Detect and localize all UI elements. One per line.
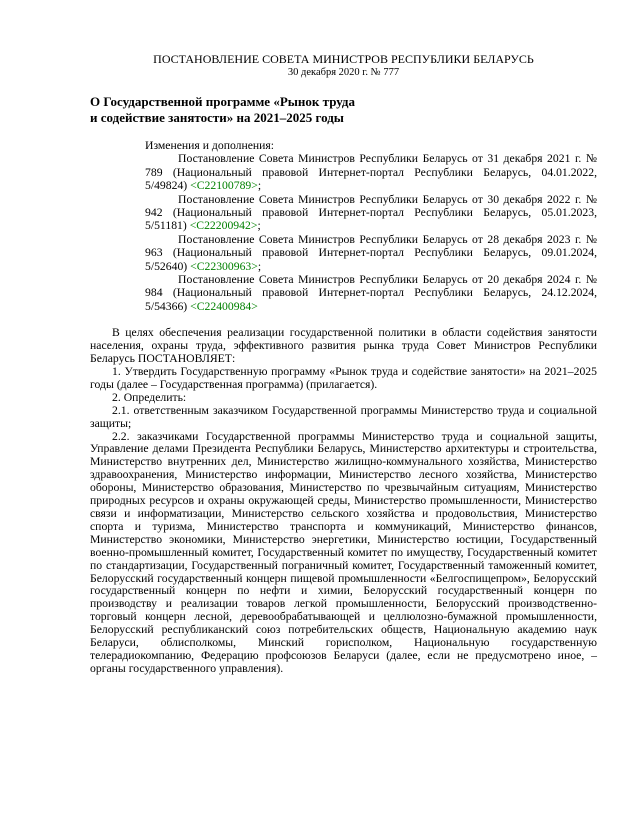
- amendment-registry-code-link[interactable]: <C22400984>: [190, 299, 258, 313]
- amendment-item-2: [145, 193, 597, 233]
- amendment-item-1: [145, 152, 597, 192]
- amendment-text: Постановление Совета Министров Республики Беларусь от 30 декабря 2022 г. № 942 (Национальный правовой Интернет-портал Республики Беларусь, 05.01.2023, 5/51181): [145, 192, 597, 233]
- point-2-2-paragraph: 2.2. заказчиками Государственной программы Министерство труда и социальной защиты, Управление делами Президента Республики Беларусь, Министерство архитектуры и строительства, Министерство внутренних дел, Министерство жилищно-коммунального хозяйства, Министерство здравоохранения, Министерство информации, Министерство лесного хозяйства, Министерство обороны, Министерство образования, Министерство по чрезвычайным ситуациям, Министерство природных ресурсов и охраны окружающей среды, Министерство промышленности, Министерство связи и информатизации, Министерство сельского хозяйства и продовольствия, Министерство спорта и туризма, Министерство транспорта и коммуникаций, Министерство финансов, Министерство экономики, Министерство энергетики, Министерство юстиции, Государственный военно-промышленный комитет, Государственный комитет по имуществу, Государственный комитет по стандартизации, Государственный пограничный комитет, Государственный таможенный комитет, Белорусский государственный концерн пищевой промышленности «Белгоспищепром», Белорусский государственный концерн по нефти и химии, Белорусский государственный концерн по производству и реализации товаров легкой промышленности, Белорусский производственно-торговый концерн лесной, деревообрабатывающей и целлюлозно-бумажной промышленности, Белорусский республиканский союз потребительских обществ, Национальную академию наук Беларуси, облисполкомы, Минский горисполком, Национальную государственную телерадиокомпанию, Федерацию профсоюзов Беларуси (далее, если не предусмотрено иное, – органы государственного управления).: [90, 429, 597, 675]
- amendments-label: Изменения и дополнения:: [145, 139, 275, 152]
- preamble-paragraph: В целях обеспечения реализации государственной политики в области содействия занятости населения, охраны труда, эффективного развития рынка труда Совет Министров Республики Беларусь ПОСТАНОВЛЯЕТ:: [90, 326, 597, 366]
- amendment-text: Постановление Совета Министров Республики Беларусь от 20 декабря 2024 г. № 984 (Национальный правовой Интернет-портал Республики Беларусь, 24.12.2024, 5/54366): [145, 273, 597, 313]
- point-2-paragraph: 2. Определить:: [112, 390, 187, 404]
- amendment-separator: ;: [257, 219, 261, 233]
- document-body: [90, 327, 597, 675]
- amendment-registry-code-link[interactable]: <C22200942>: [189, 219, 258, 233]
- amendment-separator: ;: [257, 179, 262, 193]
- amendment-text: Постановление Совета Министров Республики Беларусь от 31 декабря 2021 г. № 789 (Национальный правовой Интернет-портал Республики Беларусь, 04.01.2022, 5/49824): [145, 152, 597, 193]
- document-type-title: ПОСТАНОВЛЕНИЕ СОВЕТА МИНИСТРОВ РЕСПУБЛИКИ БЕЛАРУСЬ: [153, 52, 534, 66]
- document-date-number: 30 декабря 2020 г. № 777: [287, 67, 400, 78]
- document-title-line2: и содействие занятости» на 2021–2025 годы: [90, 110, 344, 125]
- amendment-separator: ;: [257, 259, 262, 273]
- amendments-block: [145, 139, 597, 313]
- point-2-1-paragraph: 2.1. ответственным заказчиком Государственной программы Министерство труда и социальной защиты;: [90, 403, 597, 430]
- amendment-registry-code-link[interactable]: <C22100789>: [190, 179, 258, 193]
- point-1-paragraph: 1. Утвердить Государственную программу «Рынок труда и содействие занятости» на 2021–2025 годы (далее – Государственная программа) (прилагается).: [90, 365, 597, 391]
- document-title: [90, 94, 597, 126]
- amendment-registry-code-link[interactable]: <C22300963>: [190, 259, 258, 273]
- amendment-item-4: [145, 273, 597, 313]
- document-header: [90, 52, 597, 79]
- document-title-line1: О Государственной программе «Рынок труда: [90, 94, 356, 109]
- amendment-item-3: [145, 233, 597, 273]
- amendment-text: Постановление Совета Министров Республики Беларусь от 28 декабря 2023 г. № 963 (Национальный правовой Интернет-портал Республики Беларусь, 09.01.2024, 5/52640): [145, 232, 597, 273]
